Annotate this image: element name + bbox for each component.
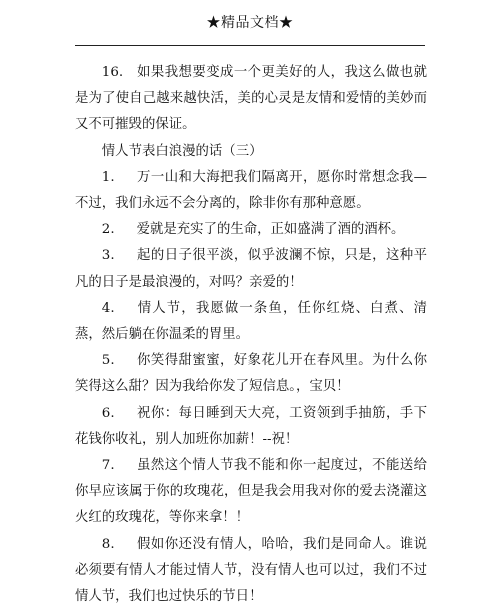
paragraph-number: 5.	[101, 353, 115, 369]
paragraph-text: 万一山和大海把我们隔离开，愿你时常想念我—不过，我们永远不会分离的，除非你有那种意愿。	[75, 169, 427, 212]
paragraph-number: 3.	[101, 248, 115, 264]
paragraph-text: 假如你还没有情人，哈哈，我们是同命人。谁说必须要有情人才能过情人节，没有情人也可以过，我们不过情人节，我们也过快乐的节日！	[75, 536, 427, 605]
page-header: ★精品文档★	[206, 15, 294, 31]
paragraph-6	[75, 401, 427, 453]
paragraph-number: 4.	[101, 300, 115, 316]
paragraph-number: 8.	[101, 536, 115, 552]
paragraph-number: 16.	[101, 65, 124, 80]
paragraph-number: 2.	[101, 222, 115, 238]
paragraph-3	[75, 243, 427, 295]
header-rule	[75, 45, 425, 46]
paragraph-text: 如果我想要变成一个更美好的人，我这么做也就是为了使自己越来越快活，美的心灵是友情和爱情的美妙而又不可摧毁的保证。	[75, 65, 427, 133]
paragraph-text: 起的日子很平淡，似乎波澜不惊，只是，这种平凡的日子是最浪漫的，对吗？亲爱的！	[75, 248, 427, 290]
paragraph-5	[75, 348, 427, 400]
paragraph-8	[75, 532, 427, 610]
paragraph-number: 6.	[101, 405, 115, 421]
paragraph-text: 爱就是充实了的生命，正如盛满了酒的酒杯。	[136, 222, 405, 238]
section-subtitle: 情人节表白浪漫的话（三）	[101, 143, 263, 159]
paragraph-text: 情人节，我愿做一条鱼，任你红烧、白煮、清蒸，然后躺在你温柔的胃里。	[75, 300, 427, 343]
paragraph-4	[75, 296, 427, 348]
paragraph-7	[75, 453, 427, 532]
paragraph-text: 你笑得甜蜜蜜，好象花儿开在春风里。为什么你笑得这么甜？因为我给你发了短信息。，宝贝！	[75, 353, 427, 395]
paragraph-16	[75, 60, 427, 139]
paragraph-text: 祝你：每日睡到天大亮，工资领到手抽筋，手下花钱你收礼，别人加班你加薪！--祝！	[75, 405, 427, 447]
document-body	[75, 60, 427, 610]
paragraph-2	[75, 217, 427, 243]
paragraph-number: 7.	[101, 458, 115, 474]
paragraph-number: 1.	[101, 169, 115, 185]
paragraph-text: 虽然这个情人节我不能和你一起度过，不能送给你早应该属于你的玫瑰花，但是我会用我对你的爱去浇灌这火红的玫瑰花，等你来拿！！	[75, 458, 427, 526]
paragraph-1	[75, 165, 427, 217]
